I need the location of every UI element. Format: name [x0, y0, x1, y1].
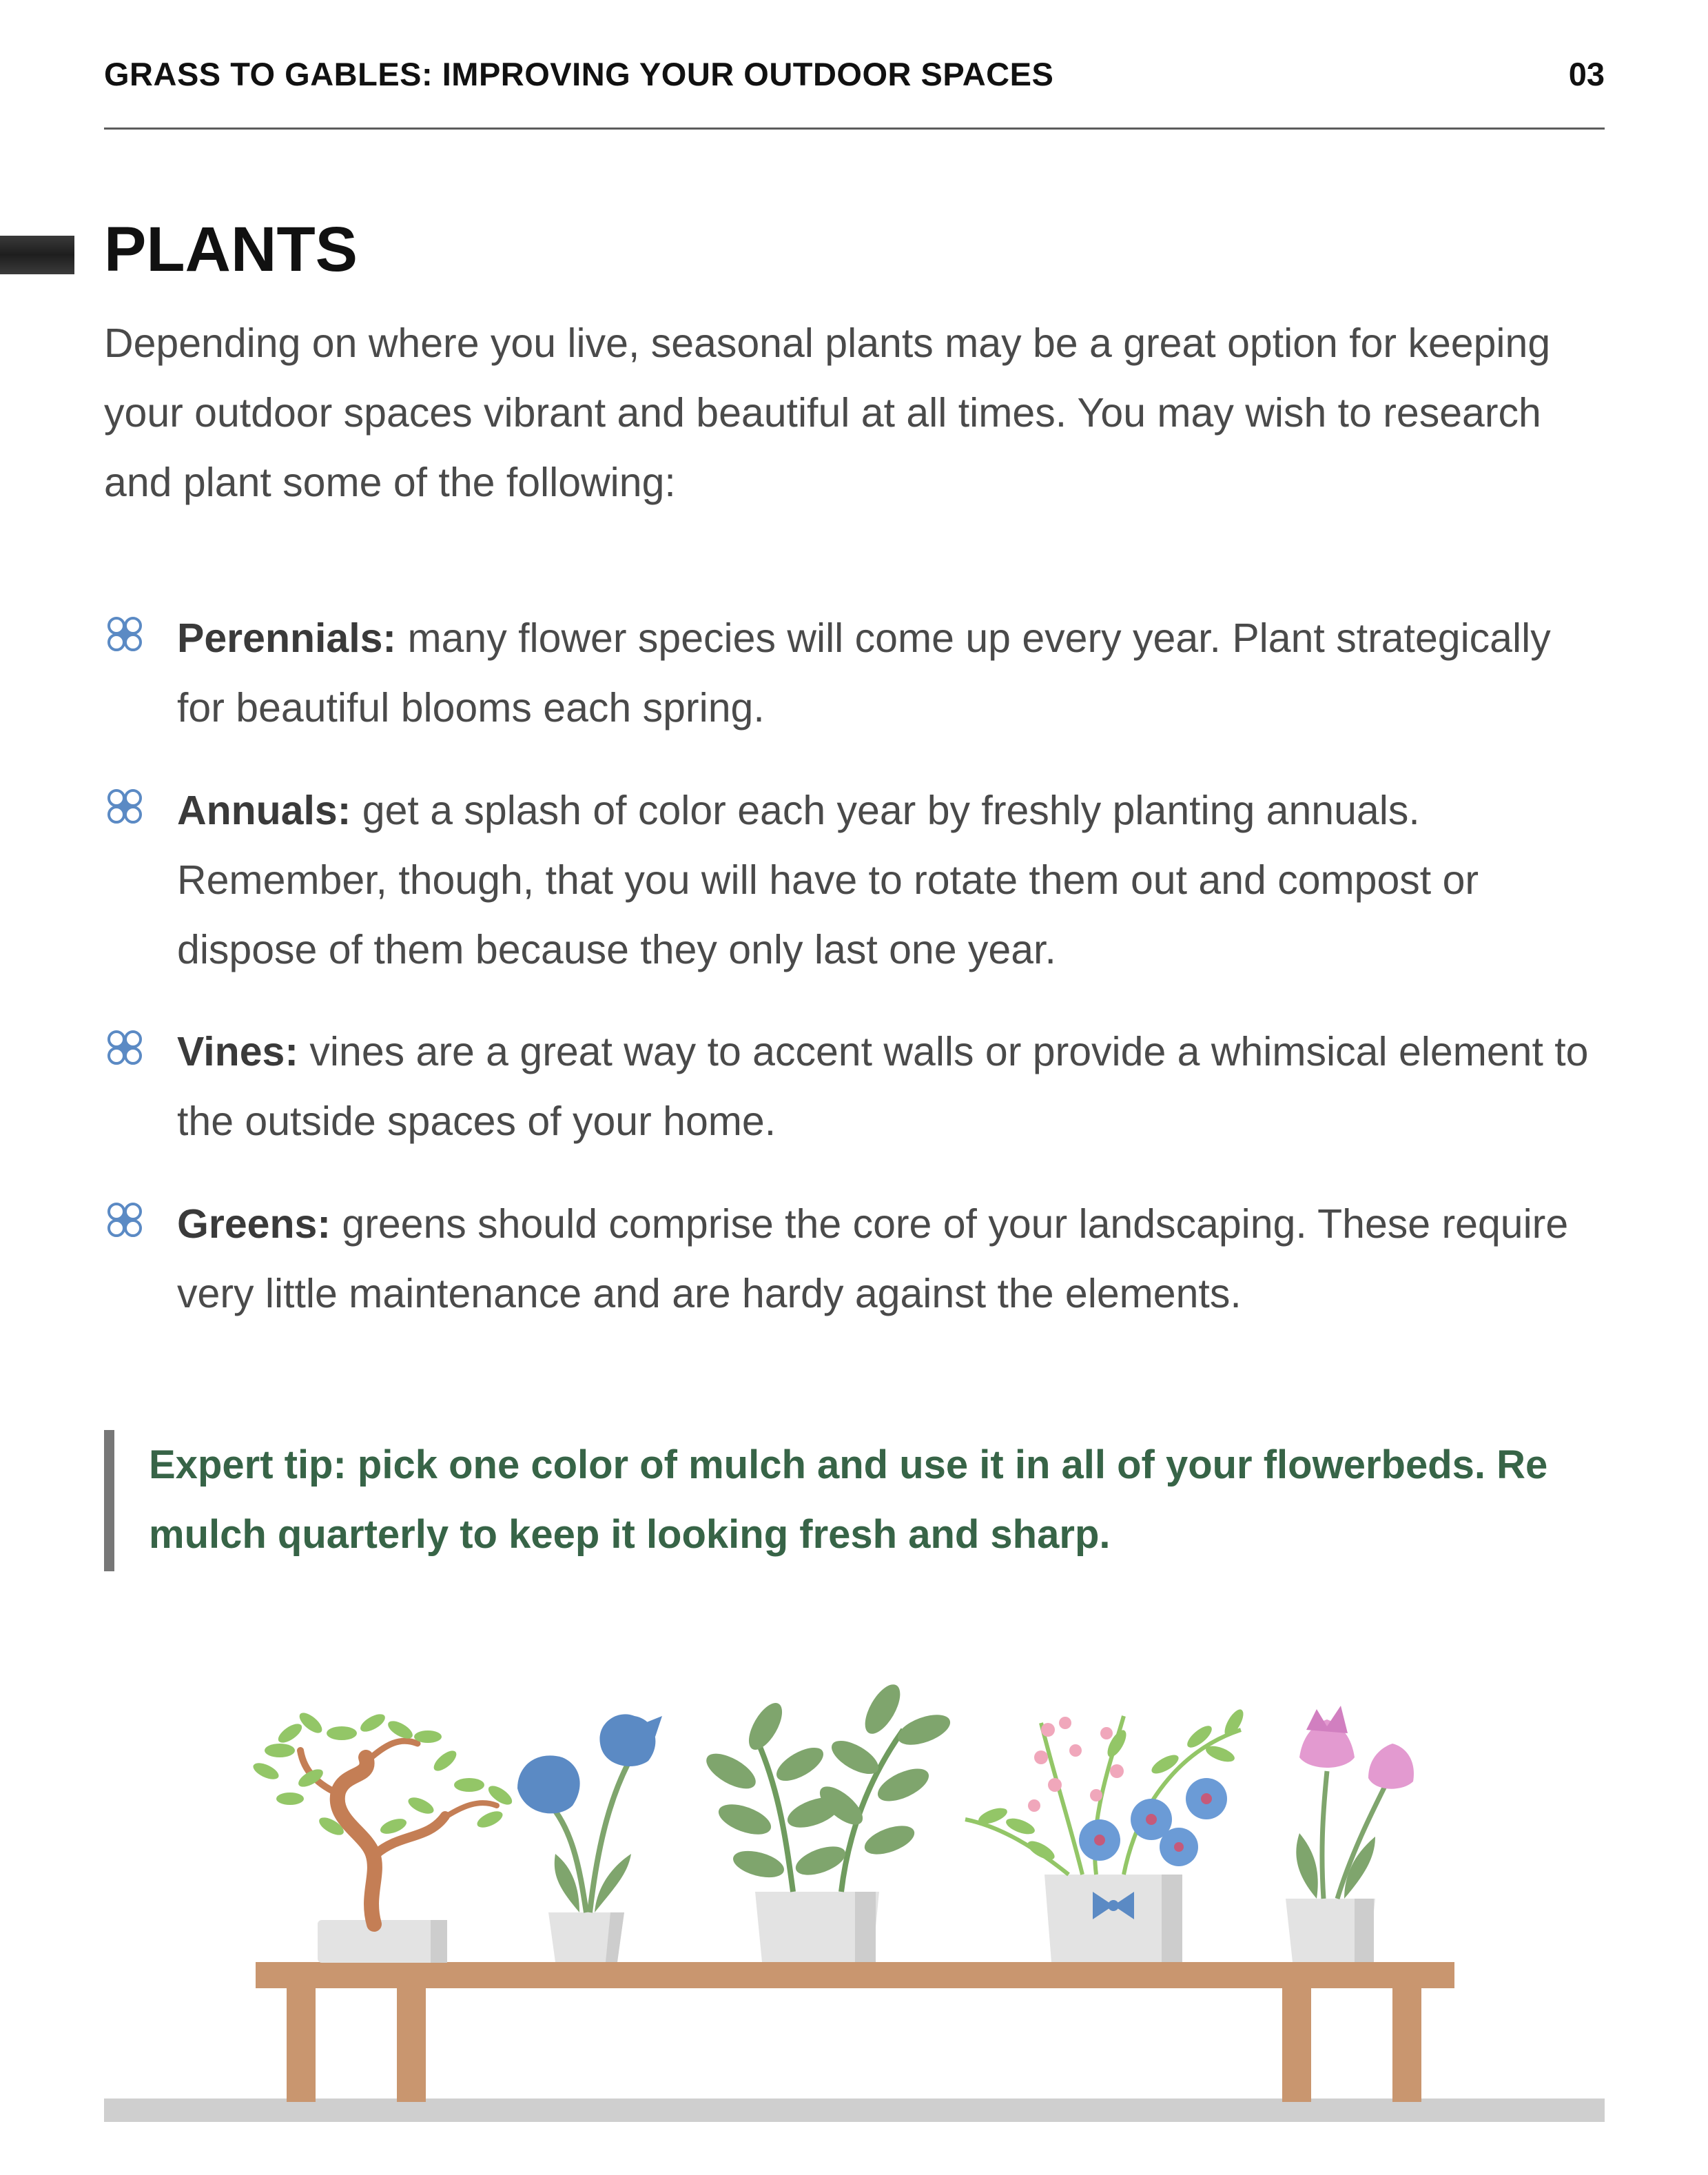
section-title: PLANTS: [104, 214, 358, 285]
intro-paragraph: Depending on where you live, seasonal plants may be a great option for keeping your outdoor spaces vibrant and beautiful at all times. You may wish to research and plant some of the following:: [104, 320, 1551, 505]
pink-flower-pot-icon: [1286, 1706, 1414, 1962]
leafy-green-plant-icon: [701, 1679, 954, 1962]
list-item-term: Annuals:: [177, 788, 351, 833]
flower-icon: [104, 1027, 145, 1068]
page-number: 03: [1568, 56, 1605, 92]
flower-bouquet-icon: [965, 1706, 1247, 1962]
page-header: [104, 50, 1605, 130]
flower-icon: [104, 613, 145, 655]
potted-plants-illustration: [104, 1668, 1605, 2130]
list-item-text: [177, 776, 1603, 985]
bonsai-tree-icon: [251, 1709, 515, 1963]
expert-tip-callout: [104, 1430, 1605, 1571]
floor-strip: [104, 2099, 1605, 2122]
list-item-term: Vines:: [177, 1029, 298, 1074]
expert-tip-text: Expert tip: pick one color of mulch and use it in all of your flowerbeds. Re mulch quarterly to keep it looking fresh and sharp.: [149, 1442, 1548, 1557]
list-item-description: get a splash of color each year by freshly planting annuals. Remember, though, that you will have to rotate them out and compost or dispose of them because they only last one year.: [177, 788, 1479, 972]
list-item-description: many flower species will come up every year. Plant strategically for beautiful blooms each spring.: [177, 615, 1551, 731]
wooden-bench: [256, 1962, 1454, 2102]
list-item-term: Perennials:: [177, 615, 397, 661]
flower-icon: [104, 1199, 145, 1240]
list-item-term: Greens:: [177, 1201, 331, 1247]
list-item-description: vines are a great way to accent walls or provide a whimsical element to the outside spaces of your home.: [177, 1029, 1589, 1144]
blue-flower-pot-icon: [517, 1714, 662, 1962]
list-item-text: [177, 1189, 1603, 1329]
list-item-description: greens should comprise the core of your landscaping. These require very little maintenance and are hardy against the elements.: [177, 1201, 1569, 1316]
document-title: GRASS TO GABLES: IMPROVING YOUR OUTDOOR SPACES: [104, 56, 1054, 92]
flower-icon: [104, 786, 145, 827]
section-marker: [0, 236, 74, 274]
list-item-text: [177, 604, 1603, 743]
list-item-text: [177, 1017, 1603, 1156]
